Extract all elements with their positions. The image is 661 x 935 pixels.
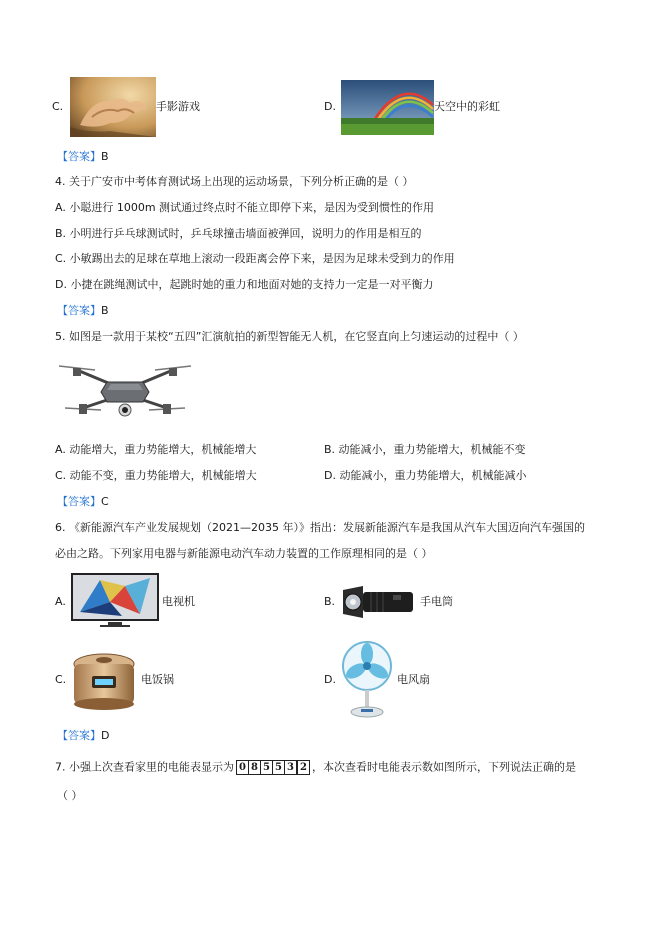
q6-answer xyxy=(57,729,109,743)
q5-stem: 5. 如图是一款用于某校“五四”汇演航拍的新型智能无人机，在它竖直向上匀速运动的过程中（ ） xyxy=(55,330,524,343)
rainbow-icon xyxy=(341,80,434,135)
meter-digit: 8 xyxy=(249,761,261,774)
flashlight-icon xyxy=(341,582,419,622)
q7-stem-line2: （ ） xyxy=(57,789,83,802)
q4-option-c: C. 小敏踢出去的足球在草地上滚动一段距离会停下来，是因为足球未受到力的作用 xyxy=(55,252,455,265)
q3-option-c-label: 手影游戏 xyxy=(156,100,200,113)
q5-option-a: A. 动能增大，重力势能增大，机械能增大 xyxy=(55,443,257,456)
meter-digit: 5 xyxy=(273,761,285,774)
electric-meter-reading xyxy=(236,760,310,775)
q5-option-d: D. 动能减小，重力势能增大，机械能减小 xyxy=(324,469,527,482)
q3-answer xyxy=(57,150,109,164)
q4-option-b: B. 小明进行乒乓球测试时，乒乓球撞击墙面被弹回，说明力的作用是相互的 xyxy=(55,227,422,240)
television-icon xyxy=(70,572,160,630)
answer-tag: 【答案】 xyxy=(57,495,101,508)
q4-option-d: D. 小捷在跳绳测试中，起跳时她的重力和地面对她的支持力一定是一对平衡力 xyxy=(55,278,434,291)
answer-value: B xyxy=(101,150,109,163)
q3-option-d-label: 天空中的彩虹 xyxy=(434,100,500,113)
answer-value: D xyxy=(101,729,110,742)
rice-cooker-icon xyxy=(70,650,138,712)
q7-stem-after: ，本次查看时电能表示数如图所示，下列说法正确的是 xyxy=(312,760,576,774)
q3-option-c-letter: C. xyxy=(52,100,64,113)
drone-icon xyxy=(55,356,195,424)
q6-option-b-label: 手电筒 xyxy=(420,595,453,608)
q6-stem-line2: 必由之路。下列家用电器与新能源电动汽车动力装置的工作原理相同的是（ ） xyxy=(55,547,433,560)
answer-value: C xyxy=(101,495,109,508)
q3-option-d-letter: D. xyxy=(324,100,336,113)
q5-answer xyxy=(57,495,109,509)
q5-option-c: C. 动能不变，重力势能增大，机械能增大 xyxy=(55,469,257,482)
q6-option-d-letter: D. xyxy=(324,673,336,686)
q4-stem: 4. 关于广安市中考体育测试场上出现的运动场景，下列分析正确的是（ ） xyxy=(55,175,414,188)
q7-stem xyxy=(55,760,576,775)
q7-stem-before: 7. 小强上次查看家里的电能表显示为 xyxy=(55,760,234,774)
answer-value: B xyxy=(101,304,109,317)
electric-fan-icon xyxy=(339,640,395,720)
q5-option-b: B. 动能减小，重力势能增大，机械能不变 xyxy=(324,443,526,456)
q6-option-c-letter: C. xyxy=(55,673,67,686)
meter-digit-decimal: 2 xyxy=(297,761,309,774)
q4-option-a: A. 小聪进行 1000m 测试通过终点时不能立即停下来，是因为受到惯性的作用 xyxy=(55,201,435,214)
q6-option-c-label: 电饭锅 xyxy=(141,673,174,686)
answer-tag: 【答案】 xyxy=(57,304,101,317)
answer-tag: 【答案】 xyxy=(57,150,101,163)
q4-answer xyxy=(57,304,109,318)
q6-option-a-label: 电视机 xyxy=(162,595,195,608)
meter-digit: 5 xyxy=(261,761,273,774)
q6-option-a-letter: A. xyxy=(55,595,66,608)
answer-tag: 【答案】 xyxy=(57,729,101,742)
q6-stem-line1: 6. 《新能源汽车产业发展规划（2021—2035 年）》指出：发展新能源汽车是我国从汽车大国迈向汽车强国的 xyxy=(55,521,585,534)
hand-shadow-icon xyxy=(70,77,156,137)
q6-option-b-letter: B. xyxy=(324,595,336,608)
meter-digit: 3 xyxy=(285,761,297,774)
q6-option-d-label: 电风扇 xyxy=(397,673,430,686)
meter-digit: 0 xyxy=(237,761,249,774)
